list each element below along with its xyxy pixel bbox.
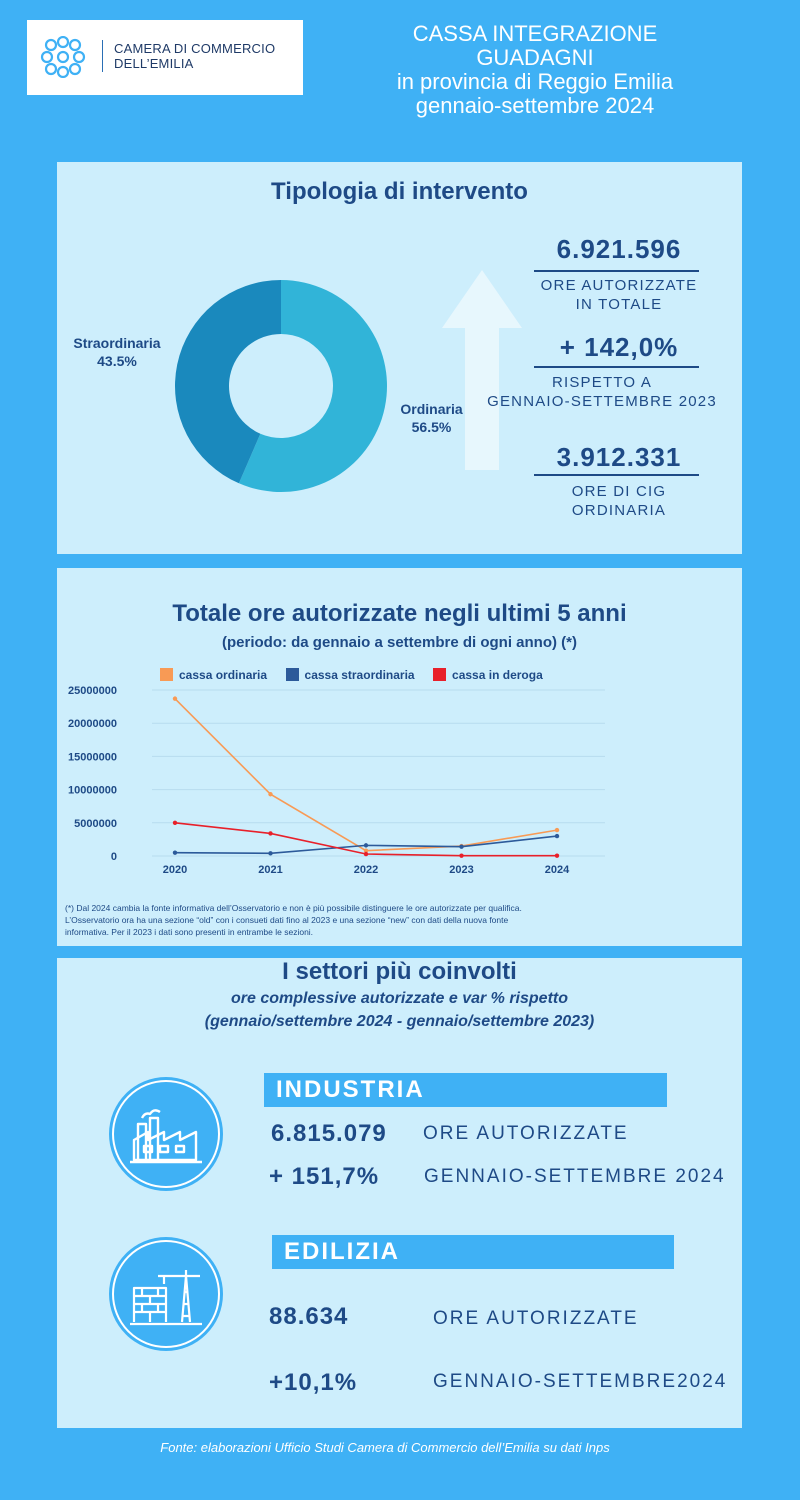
- stat-change: + 142,0%: [559, 332, 679, 362]
- stat-ordinaria-label: [519, 482, 719, 520]
- footnote-line2: L’Osservatorio ora ha una sezione “old” con i consueti dati fino al 2023 e una sezione “new” con dati della nuova fonte: [65, 915, 509, 925]
- trend-panel: [57, 568, 742, 946]
- settori-subtitle-line2: (gennaio/settembre 2024 - gennaio/settembre 2023): [204, 1013, 595, 1030]
- stat-change-label-line2: GENNAIO-SETTEMBRE 2023: [487, 393, 717, 410]
- x-tick-label: 2024: [544, 864, 570, 876]
- trend-title: Totale ore autorizzate negli ultimi 5 anni: [172, 600, 627, 627]
- source-note: Fonte: elaborazioni Ufficio Studi Camera di Commercio dell’Emilia su dati Inps: [160, 1440, 610, 1455]
- data-point: [268, 831, 272, 835]
- trend-subtitle: (periodo: da gennaio a settembre di ogni anno) (*): [221, 634, 577, 651]
- x-tick-label: 2020: [162, 864, 188, 876]
- settori-panel: [57, 958, 742, 1428]
- industria-change-label: GENNAIO-SETTEMBRE 2024: [424, 1166, 726, 1187]
- settori-subtitle-line1: ore complessive autorizzate e var % rispetto: [230, 990, 568, 1007]
- stat-total-label-line1: ORE AUTORIZZATE: [540, 277, 698, 294]
- stat-total-hours: 6.921.596: [556, 234, 682, 264]
- ordinaria-name: Ordinaria: [400, 401, 463, 417]
- edilizia-hours-label: ORE AUTORIZZATE: [433, 1308, 639, 1329]
- up-arrow-icon: [437, 270, 527, 470]
- y-tick-label: 10000000: [68, 784, 117, 797]
- edilizia-change-label: GENNAIO-SETTEMBRE2024: [433, 1371, 728, 1392]
- industria-hours-label: ORE AUTORIZZATE: [423, 1123, 629, 1144]
- y-tick-label: 20000000: [68, 718, 117, 731]
- y-tick-label: 15000000: [68, 751, 117, 764]
- tipologia-panel: [57, 162, 742, 554]
- tipologia-title: Tipologia di intervento: [271, 178, 528, 205]
- data-point: [268, 851, 272, 855]
- logo-text-line1: CAMERA DI COMMERCIO: [114, 41, 276, 56]
- industria-change: + 151,7%: [269, 1163, 380, 1190]
- data-point: [173, 850, 177, 854]
- logo: [27, 20, 303, 95]
- x-tick-label: 2023: [449, 864, 474, 876]
- footnote-line3: informativa. Per il 2023 i dati sono presenti in entrambe le sezioni.: [65, 927, 314, 937]
- logo-text-line2: DELL’EMILIA: [114, 56, 194, 71]
- edilizia-change: +10,1%: [269, 1369, 358, 1396]
- edilizia-hours: 88.634: [269, 1303, 349, 1330]
- ordinaria-pct: 56.5%: [411, 419, 452, 435]
- stat-divider: [534, 270, 699, 272]
- stat-divider: [534, 366, 699, 368]
- data-point: [555, 828, 559, 832]
- stat-ordinaria-hours: 3.912.331: [556, 442, 682, 472]
- stat-ordinaria-label-line1: ORE DI CIG: [571, 483, 667, 500]
- logo-divider: [102, 40, 103, 72]
- stat-change-label-line1: RISPETTO A: [551, 374, 653, 391]
- stat-ordinaria-label-line2: ORDINARIA: [571, 502, 667, 519]
- data-point: [173, 821, 177, 825]
- y-tick-label: 5000000: [74, 817, 117, 830]
- line-chart: [57, 678, 742, 888]
- y-tick-label: 25000000: [68, 685, 117, 697]
- x-tick-label: 2022: [353, 864, 379, 876]
- title-line4: gennaio-settembre 2024: [415, 93, 655, 118]
- series-line: [175, 699, 557, 851]
- page-title: [340, 22, 730, 118]
- legend-label: cassa in deroga: [452, 668, 543, 682]
- legend-label: cassa ordinaria: [179, 668, 268, 682]
- construction-icon: [112, 1240, 220, 1348]
- industria-bar: INDUSTRIA: [264, 1073, 667, 1107]
- data-point: [555, 853, 559, 857]
- logo-mark-icon: [39, 36, 87, 78]
- chart-footnote: [65, 902, 665, 938]
- title-line3: in provincia di Reggio Emilia: [396, 69, 674, 94]
- x-tick-label: 2021: [258, 864, 283, 876]
- straordinaria-pct: 43.5%: [97, 353, 137, 369]
- data-point: [555, 834, 559, 838]
- factory-icon: [112, 1080, 220, 1188]
- title-line1: CASSA INTEGRAZIONE: [412, 21, 658, 46]
- stat-change-label: [477, 373, 727, 411]
- y-tick-label: 0: [110, 851, 117, 863]
- data-point: [459, 853, 463, 857]
- donut-label-straordinaria: [57, 334, 177, 370]
- footnote-line1: (*) Dal 2024 cambia la fonte informativa dell’Osservatorio e non è più possibile distinguere le ore autorizzate per qualifica.: [65, 903, 522, 913]
- data-point: [268, 792, 272, 796]
- data-point: [364, 852, 368, 856]
- title-line2: GUADAGNI: [476, 45, 594, 70]
- settori-title: I settori più coinvolti: [282, 958, 517, 985]
- stat-total-label: [519, 276, 719, 314]
- data-point: [459, 845, 463, 849]
- straordinaria-name: Straordinaria: [73, 335, 161, 351]
- donut-label-ordinaria: [389, 400, 474, 436]
- edilizia-bar: EDILIZIA: [272, 1235, 674, 1269]
- data-point: [364, 843, 368, 847]
- data-point: [173, 696, 177, 700]
- stat-divider: [534, 474, 699, 476]
- donut-chart: [175, 280, 387, 492]
- industria-hours: 6.815.079: [271, 1120, 387, 1147]
- stat-total-label-line2: IN TOTALE: [575, 296, 663, 313]
- legend-label: cassa straordinaria: [304, 668, 415, 682]
